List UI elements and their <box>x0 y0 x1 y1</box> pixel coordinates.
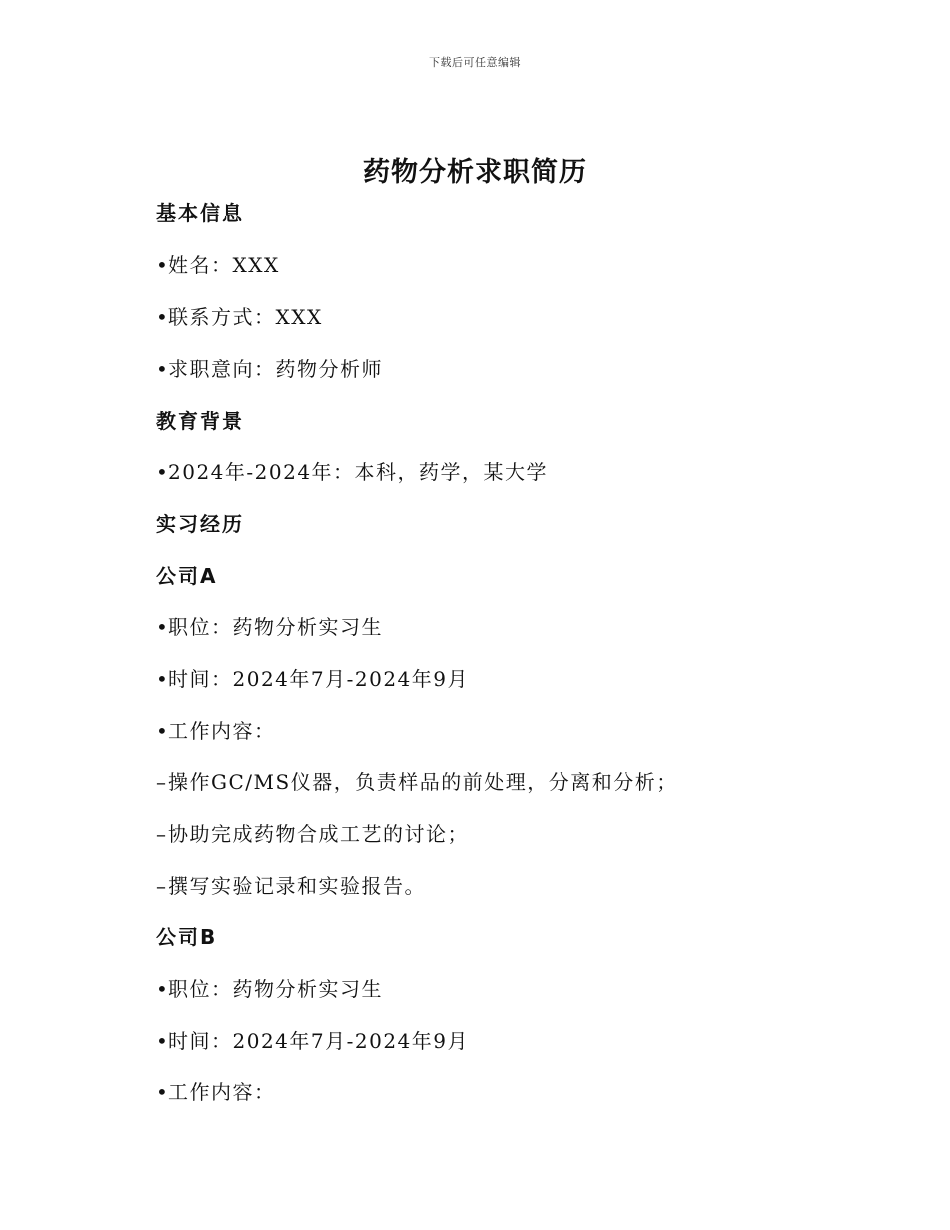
item-text: 工作内容： <box>168 719 276 743</box>
company-a-name: 公司A <box>156 564 218 588</box>
list-item <box>156 301 323 330</box>
list-item <box>156 715 276 744</box>
item-text: 姓名：XXX <box>168 253 280 277</box>
bullet-marker: • <box>156 977 170 1001</box>
list-item <box>156 249 280 278</box>
bullet-marker: • <box>156 1029 170 1053</box>
list-item <box>156 973 383 1002</box>
task-item <box>156 766 678 795</box>
resume-title: 药物分析求职简历 <box>363 157 587 188</box>
item-text: 撰写实验记录和实验报告。 <box>168 874 426 898</box>
item-text: 2024年-2024年：本科，药学，某大学 <box>168 460 549 484</box>
section-heading-basic: 基本信息 <box>156 201 244 225</box>
bullet-marker: • <box>156 253 170 277</box>
list-item <box>156 663 469 692</box>
list-item <box>156 1076 276 1105</box>
section-heading-internship: 实习经历 <box>156 512 244 536</box>
list-item <box>156 456 548 485</box>
list-item <box>156 1025 469 1054</box>
item-text: 求职意向：药物分析师 <box>168 357 383 381</box>
bullet-marker: • <box>156 357 170 381</box>
item-text: 联系方式：XXX <box>168 305 323 329</box>
list-item <box>156 353 383 382</box>
list-item <box>156 611 383 640</box>
bullet-marker: • <box>156 719 170 743</box>
bullet-marker: • <box>156 460 170 484</box>
dash-marker: – <box>156 822 168 846</box>
item-text: 时间：2024年7月-2024年9月 <box>168 667 470 691</box>
item-text: 职位：药物分析实习生 <box>168 977 383 1001</box>
item-text: 协助完成药物合成工艺的讨论； <box>168 822 469 846</box>
company-b-name: 公司B <box>156 925 218 949</box>
section-heading-education: 教育背景 <box>156 409 244 433</box>
item-text: 职位：药物分析实习生 <box>168 615 383 639</box>
item-text: 时间：2024年7月-2024年9月 <box>168 1029 470 1053</box>
dash-marker: – <box>156 770 168 794</box>
bullet-marker: • <box>156 1080 170 1104</box>
item-text: 操作GC/MS仪器，负责样品的前处理，分离和分析； <box>168 770 678 794</box>
header-note: 下载后可任意编辑 <box>429 56 521 69</box>
task-item <box>156 870 426 899</box>
bullet-marker: • <box>156 305 170 329</box>
bullet-marker: • <box>156 667 170 691</box>
item-text: 工作内容： <box>168 1080 276 1104</box>
task-item <box>156 818 469 847</box>
bullet-marker: • <box>156 615 170 639</box>
dash-marker: – <box>156 874 168 898</box>
